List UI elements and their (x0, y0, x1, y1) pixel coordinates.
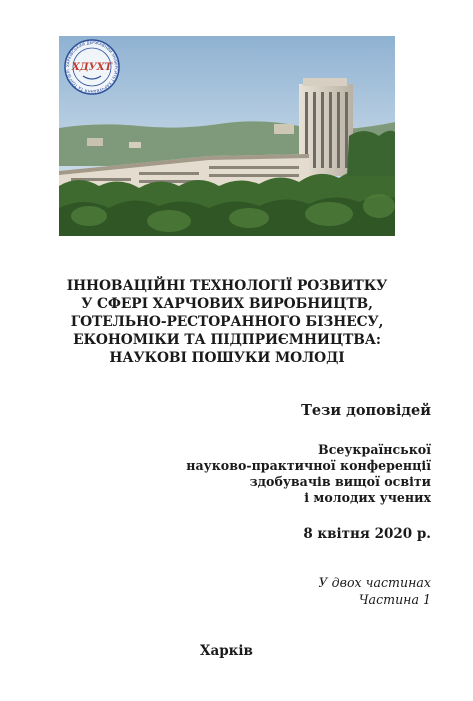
parts-line: У двох частинах (318, 575, 431, 590)
conference-line: науково-практичної конференції (186, 458, 431, 473)
title-line: ГОТЕЛЬНО-РЕСТОРАННОГО БІЗНЕСУ, (70, 314, 384, 330)
logo-monogram: ХДУХТ (72, 62, 112, 73)
volume-info (319, 574, 431, 608)
title-line: У СФЕРІ ХАРЧОВИХ ВИРОБНИЦТВ, (81, 296, 373, 312)
subtitle: Тези доповідей (301, 402, 431, 419)
document-title (59, 277, 395, 367)
cover-photo (59, 36, 395, 236)
conference-line: здобувачів вищої освіти (249, 474, 431, 489)
title-line: ІННОВАЦІЙНІ ТЕХНОЛОГІЇ РОЗВИТКУ (66, 278, 388, 294)
part-number: Частина 1 (358, 592, 431, 607)
conference-description (186, 442, 431, 506)
conference-line: Всеукраїнської (318, 442, 431, 457)
conference-date: 8 квітня 2020 р. (303, 526, 431, 542)
university-logo-icon (63, 38, 121, 96)
title-line: ЕКОНОМІКИ ТА ПІДПРИЄМНИЦТВА: (73, 332, 381, 348)
publication-city: Харків (200, 643, 253, 659)
logo-ring-text: ХАРКІВСЬКИЙ ДЕРЖАВНИЙ УНІВЕРСИТЕТ ХАРЧУВАННЯ ТА ТОРГІВЛІ (64, 39, 120, 95)
title-line: НАУКОВІ ПОШУКИ МОЛОДІ (109, 350, 345, 366)
conference-line: і молодих учених (304, 490, 431, 505)
